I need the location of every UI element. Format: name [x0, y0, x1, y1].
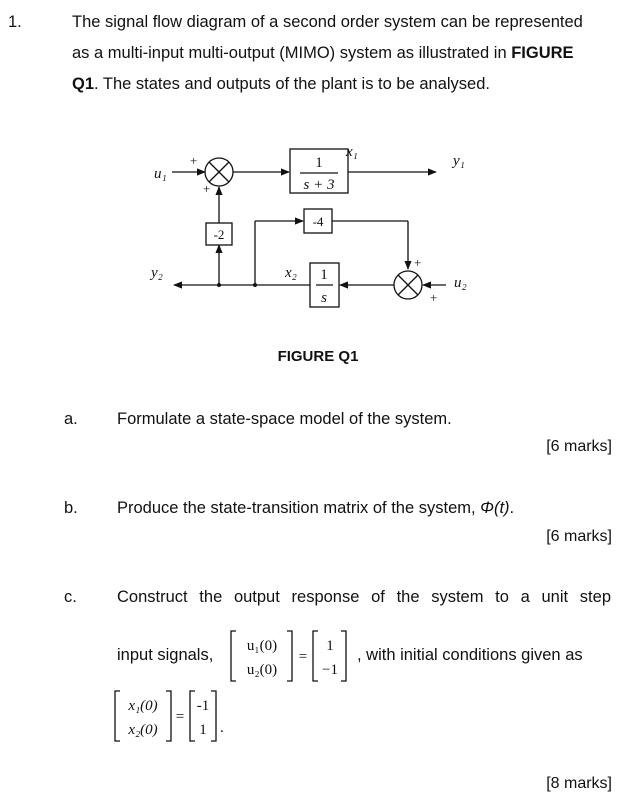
part-b-text: Produce the state-transition matrix of the system, Φ(t).: [117, 499, 515, 517]
part-b-label: b.: [64, 499, 78, 517]
part-b-marks: [6 marks]: [546, 528, 612, 545]
part-a-text: Formulate a state-space model of the system.: [117, 410, 452, 428]
u-vector-entry: u₁(0): [246, 638, 278, 654]
figure-reference: FIGURE: [511, 44, 574, 62]
question-number: 1.: [8, 13, 22, 31]
plus-sign: +: [430, 290, 438, 305]
label-u1: u₁: [154, 166, 167, 182]
x-vector-entry: x₁(0): [128, 698, 158, 714]
input-signals-matrix: [228, 628, 356, 684]
part-a-label: a.: [64, 410, 78, 428]
part-c-line1: Construct the output response of the system to a unit step: [117, 588, 611, 606]
block-top-denominator: s + 3: [303, 177, 335, 193]
gain-left-label: -2: [213, 227, 225, 242]
plus-sign: +: [203, 181, 211, 196]
u-value-entry: 1: [326, 638, 334, 654]
figure-caption: FIGURE Q1: [277, 348, 359, 365]
intro-line-2: as a multi-input multi-output (MIMO) system as illustrated in FIGURE: [72, 44, 574, 62]
x-value-entry: -1: [196, 698, 210, 714]
block-top-numerator: 1: [315, 155, 323, 171]
part-a-marks: [6 marks]: [546, 438, 612, 455]
intro-line-3: Q1. The states and outputs of the plant is to be analysed.: [72, 75, 490, 93]
label-x2: x₂: [285, 265, 297, 281]
x-vector-entry: x₂(0): [128, 722, 158, 738]
phi-symbol: Φ(t): [480, 499, 510, 517]
label-y2: y₂: [151, 265, 163, 281]
plus-sign: +: [414, 255, 422, 270]
part-c-input-text: input signals,: [117, 646, 214, 664]
u-value-entry: −1: [322, 662, 338, 678]
part-c-marks: [8 marks]: [546, 775, 612, 792]
initial-conditions-matrix: [112, 688, 240, 744]
block-bottom-numerator: 1: [320, 267, 328, 283]
part-c-after-text: , with initial conditions given as: [357, 646, 583, 664]
label-y1: y₁: [453, 153, 465, 169]
signal-flow-diagram: [130, 135, 490, 320]
u-vector-entry: u₂(0): [246, 662, 278, 678]
label-u2: u₂: [454, 275, 467, 291]
equals-sign: =: [175, 709, 185, 725]
part-c-label: c.: [64, 588, 77, 606]
svg-text:.: .: [220, 720, 224, 736]
equals-sign: =: [298, 649, 308, 665]
label-x1: x₁: [346, 144, 358, 160]
x-value-entry: 1: [199, 722, 207, 738]
intro-line-1: The signal flow diagram of a second order system can be represented: [72, 13, 583, 31]
plus-sign: +: [190, 153, 198, 168]
block-bottom-denominator: s: [321, 290, 327, 306]
gain-right-label: -4: [312, 214, 324, 229]
